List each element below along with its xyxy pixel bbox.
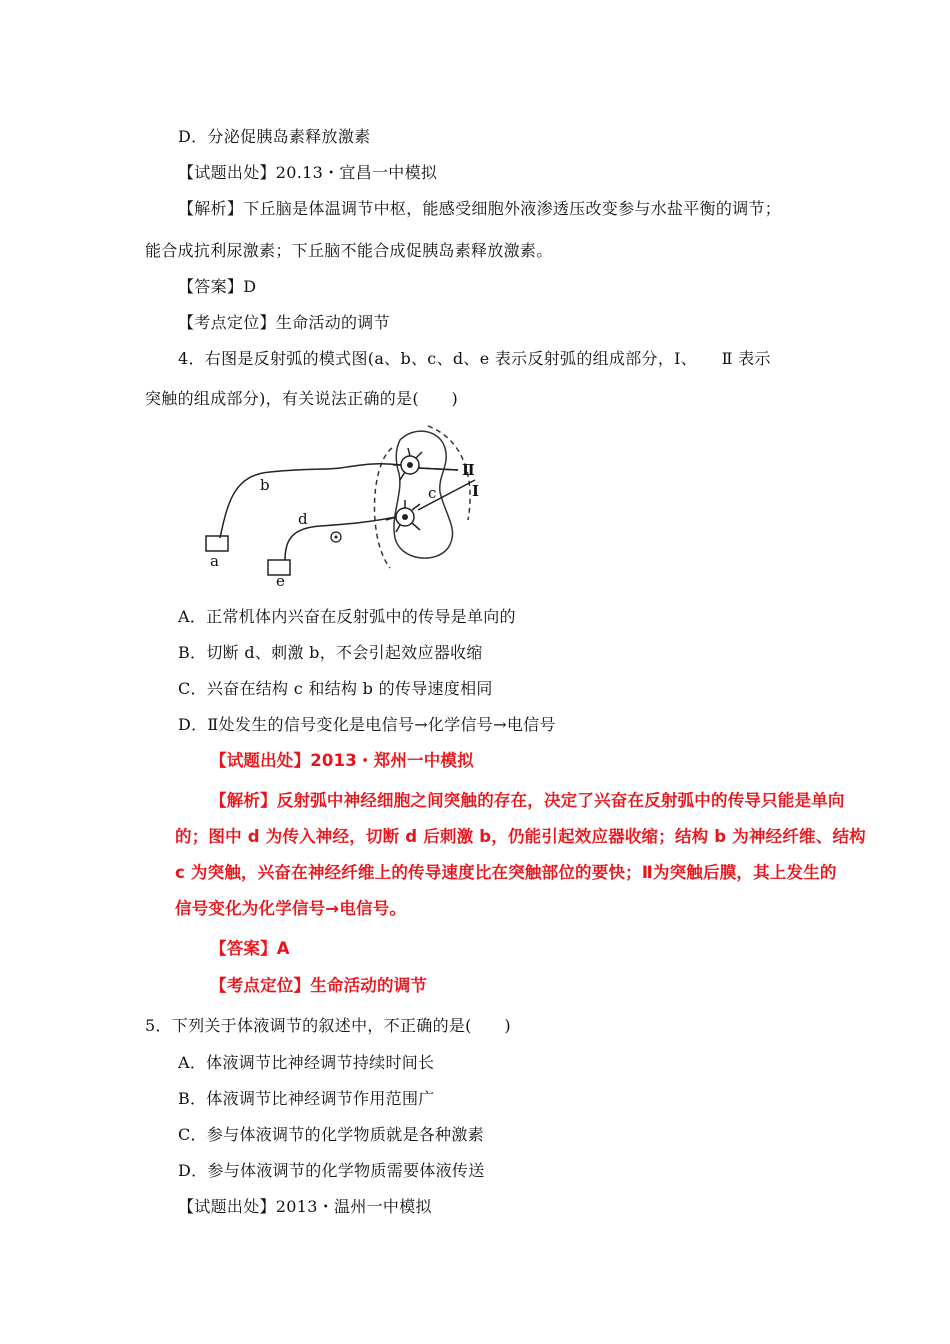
q4-stem-line2: 突触的组成部分)，有关说法正确的是( ): [145, 389, 459, 408]
q5-stem: 5．下列关于体液调节的叙述中，不正确的是( ): [145, 1016, 511, 1035]
q4-answer: 【答案】A: [210, 939, 290, 958]
neuron-body-upper: [393, 448, 458, 480]
q4-analysis-line3: c 为突触，兴奋在神经纤维上的传导速度比在突触部位的要快；Ⅱ为突触后膜，其上发生的: [175, 863, 837, 882]
interneuron-line: [418, 480, 475, 510]
q5-option-d: D．参与体液调节的化学物质需要体液传送: [178, 1161, 485, 1180]
q5-source: 【试题出处】2013・温州一中模拟: [178, 1197, 432, 1216]
q4-analysis-line1: 【解析】反射弧中神经细胞之间突触的存在，决定了兴奋在反射弧中的传导只能是单向: [210, 791, 845, 810]
q4-option-b: B．切断 d、刺激 b，不会引起效应器收缩: [178, 643, 483, 662]
q5-option-b: B．体液调节比神经调节作用范围广: [178, 1089, 435, 1108]
label-c: c: [428, 484, 437, 502]
neuron-body-lower: [386, 500, 420, 532]
ganglion-marker: [331, 532, 341, 542]
q3-source: 【试题出处】20.13・宜昌一中模拟: [178, 163, 438, 182]
synapse-line-ii: [418, 468, 458, 470]
reflex-arc-diagram: [200, 420, 500, 590]
label-d: d: [298, 510, 308, 528]
label-e: e: [276, 572, 285, 590]
q4-option-a: A．正常机体内兴奋在反射弧中的传导是单向的: [178, 607, 516, 626]
q3-analysis-line2: 能合成抗利尿激素；下丘脑不能合成促胰岛素释放激素。: [145, 241, 553, 260]
q3-option-d: D．分泌促胰岛素释放激素: [178, 127, 371, 146]
q4-analysis-line4: 信号变化为化学信号→电信号。: [175, 899, 407, 918]
label-b: b: [260, 476, 270, 494]
q4-option-d: D．Ⅱ处发生的信号变化是电信号→化学信号→电信号: [178, 715, 556, 734]
label-i: Ⅰ: [472, 482, 480, 500]
q5-option-a: A．体液调节比神经调节持续时间长: [178, 1053, 435, 1072]
gray-matter-outline: [394, 431, 453, 558]
box-a: [206, 536, 228, 551]
q4-source: 【试题出处】2013・郑州一中模拟: [210, 751, 474, 770]
q4-analysis-line2: 的；图中 d 为传入神经，切断 d 后刺激 b，仍能引起效应器收缩；结构 b 为神经纤维、结构: [175, 827, 866, 846]
q4-option-c: C．兴奋在结构 c 和结构 b 的传导速度相同: [178, 679, 493, 698]
label-ii: Ⅱ: [462, 461, 475, 479]
q4-topic: 【考点定位】生命活动的调节: [210, 976, 428, 995]
label-a: a: [210, 552, 219, 570]
q3-analysis-line1: 【解析】下丘脑是体温调节中枢，能感受细胞外液渗透压改变参与水盐平衡的调节；: [178, 199, 782, 218]
q3-topic: 【考点定位】生命活动的调节: [178, 313, 390, 332]
q5-option-c: C．参与体液调节的化学物质就是各种激素: [178, 1125, 484, 1144]
spinal-cord-dashed-boundary: [374, 426, 470, 568]
q4-stem-line1: 4．右图是反射弧的模式图(a、b、c、d、e 表示反射弧的组成部分，Ⅰ、 Ⅱ 表示: [178, 349, 771, 368]
q3-answer: 【答案】D: [178, 277, 257, 296]
